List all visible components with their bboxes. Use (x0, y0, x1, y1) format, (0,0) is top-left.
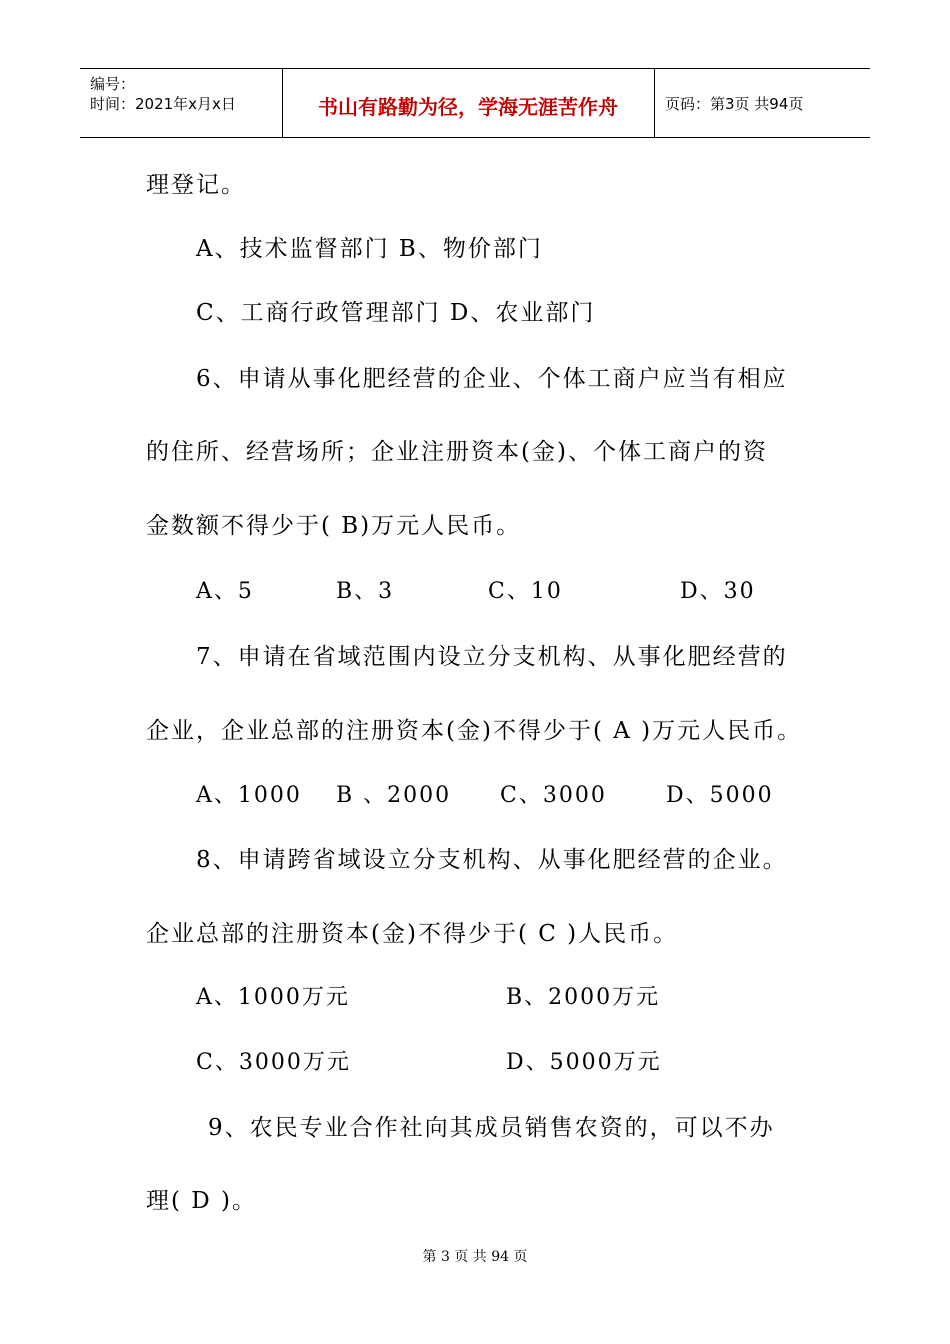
option-d: D、5000万元 (506, 1050, 662, 1075)
option-c: C、3000万元 (196, 1050, 351, 1075)
header-motto: 书山有路勤为径，学海无涯苦作舟 (318, 95, 618, 119)
question-text: 的住所、经营场所；企业注册资本(金)、个体工商户的资 (146, 439, 768, 465)
question-text: 企业总部的注册资本(金)不得少于( C )人民币。 (146, 921, 679, 947)
header-middle-cell (282, 69, 655, 137)
option-a: A、1000万元 (196, 985, 350, 1010)
option-a: A、5 (196, 579, 254, 604)
option-b: B、3 (336, 579, 395, 604)
body-line: C、工商行政管理部门 D、农业部门 (196, 300, 596, 326)
page-footer: 第 3 页 共 94 页 (422, 1249, 528, 1265)
body-line: 理登记。 (146, 172, 246, 198)
option-b: B 、2000 (336, 783, 452, 808)
option-d: D、5000 (666, 783, 774, 808)
body-line: A、技术监督部门 B、物价部门 (196, 236, 543, 262)
page-header (80, 68, 870, 138)
question-text: 9、农民专业合作社向其成员销售农资的，可以不办 (208, 1115, 775, 1141)
question-text: 7、申请在省域范围内设立分支机构、从事化肥经营的 (196, 644, 788, 670)
option-b: B、2000万元 (506, 985, 661, 1010)
question-text: 理( D )。 (146, 1188, 258, 1214)
document-number-label: 编号： (90, 75, 136, 93)
option-c: C、10 (488, 579, 563, 604)
question-text: 6、申请从事化肥经营的企业、个体工商户应当有相应 (196, 366, 788, 392)
header-page-number: 页码：第3页 共94页 (665, 95, 804, 113)
option-d: D、30 (680, 579, 756, 604)
question-text: 企业，企业总部的注册资本(金)不得少于( A )万元人民币。 (146, 718, 803, 744)
option-c: C、3000 (500, 783, 607, 808)
question-text: 金数额不得少于( B)万元人民币。 (146, 513, 522, 539)
question-text: 8、申请跨省域设立分支机构、从事化肥经营的企业。 (196, 847, 788, 873)
document-time-label: 时间：2021年x月x日 (90, 95, 236, 113)
header-right-cell (655, 69, 870, 137)
header-left-cell (80, 69, 283, 137)
option-a: A、1000 (196, 783, 302, 808)
